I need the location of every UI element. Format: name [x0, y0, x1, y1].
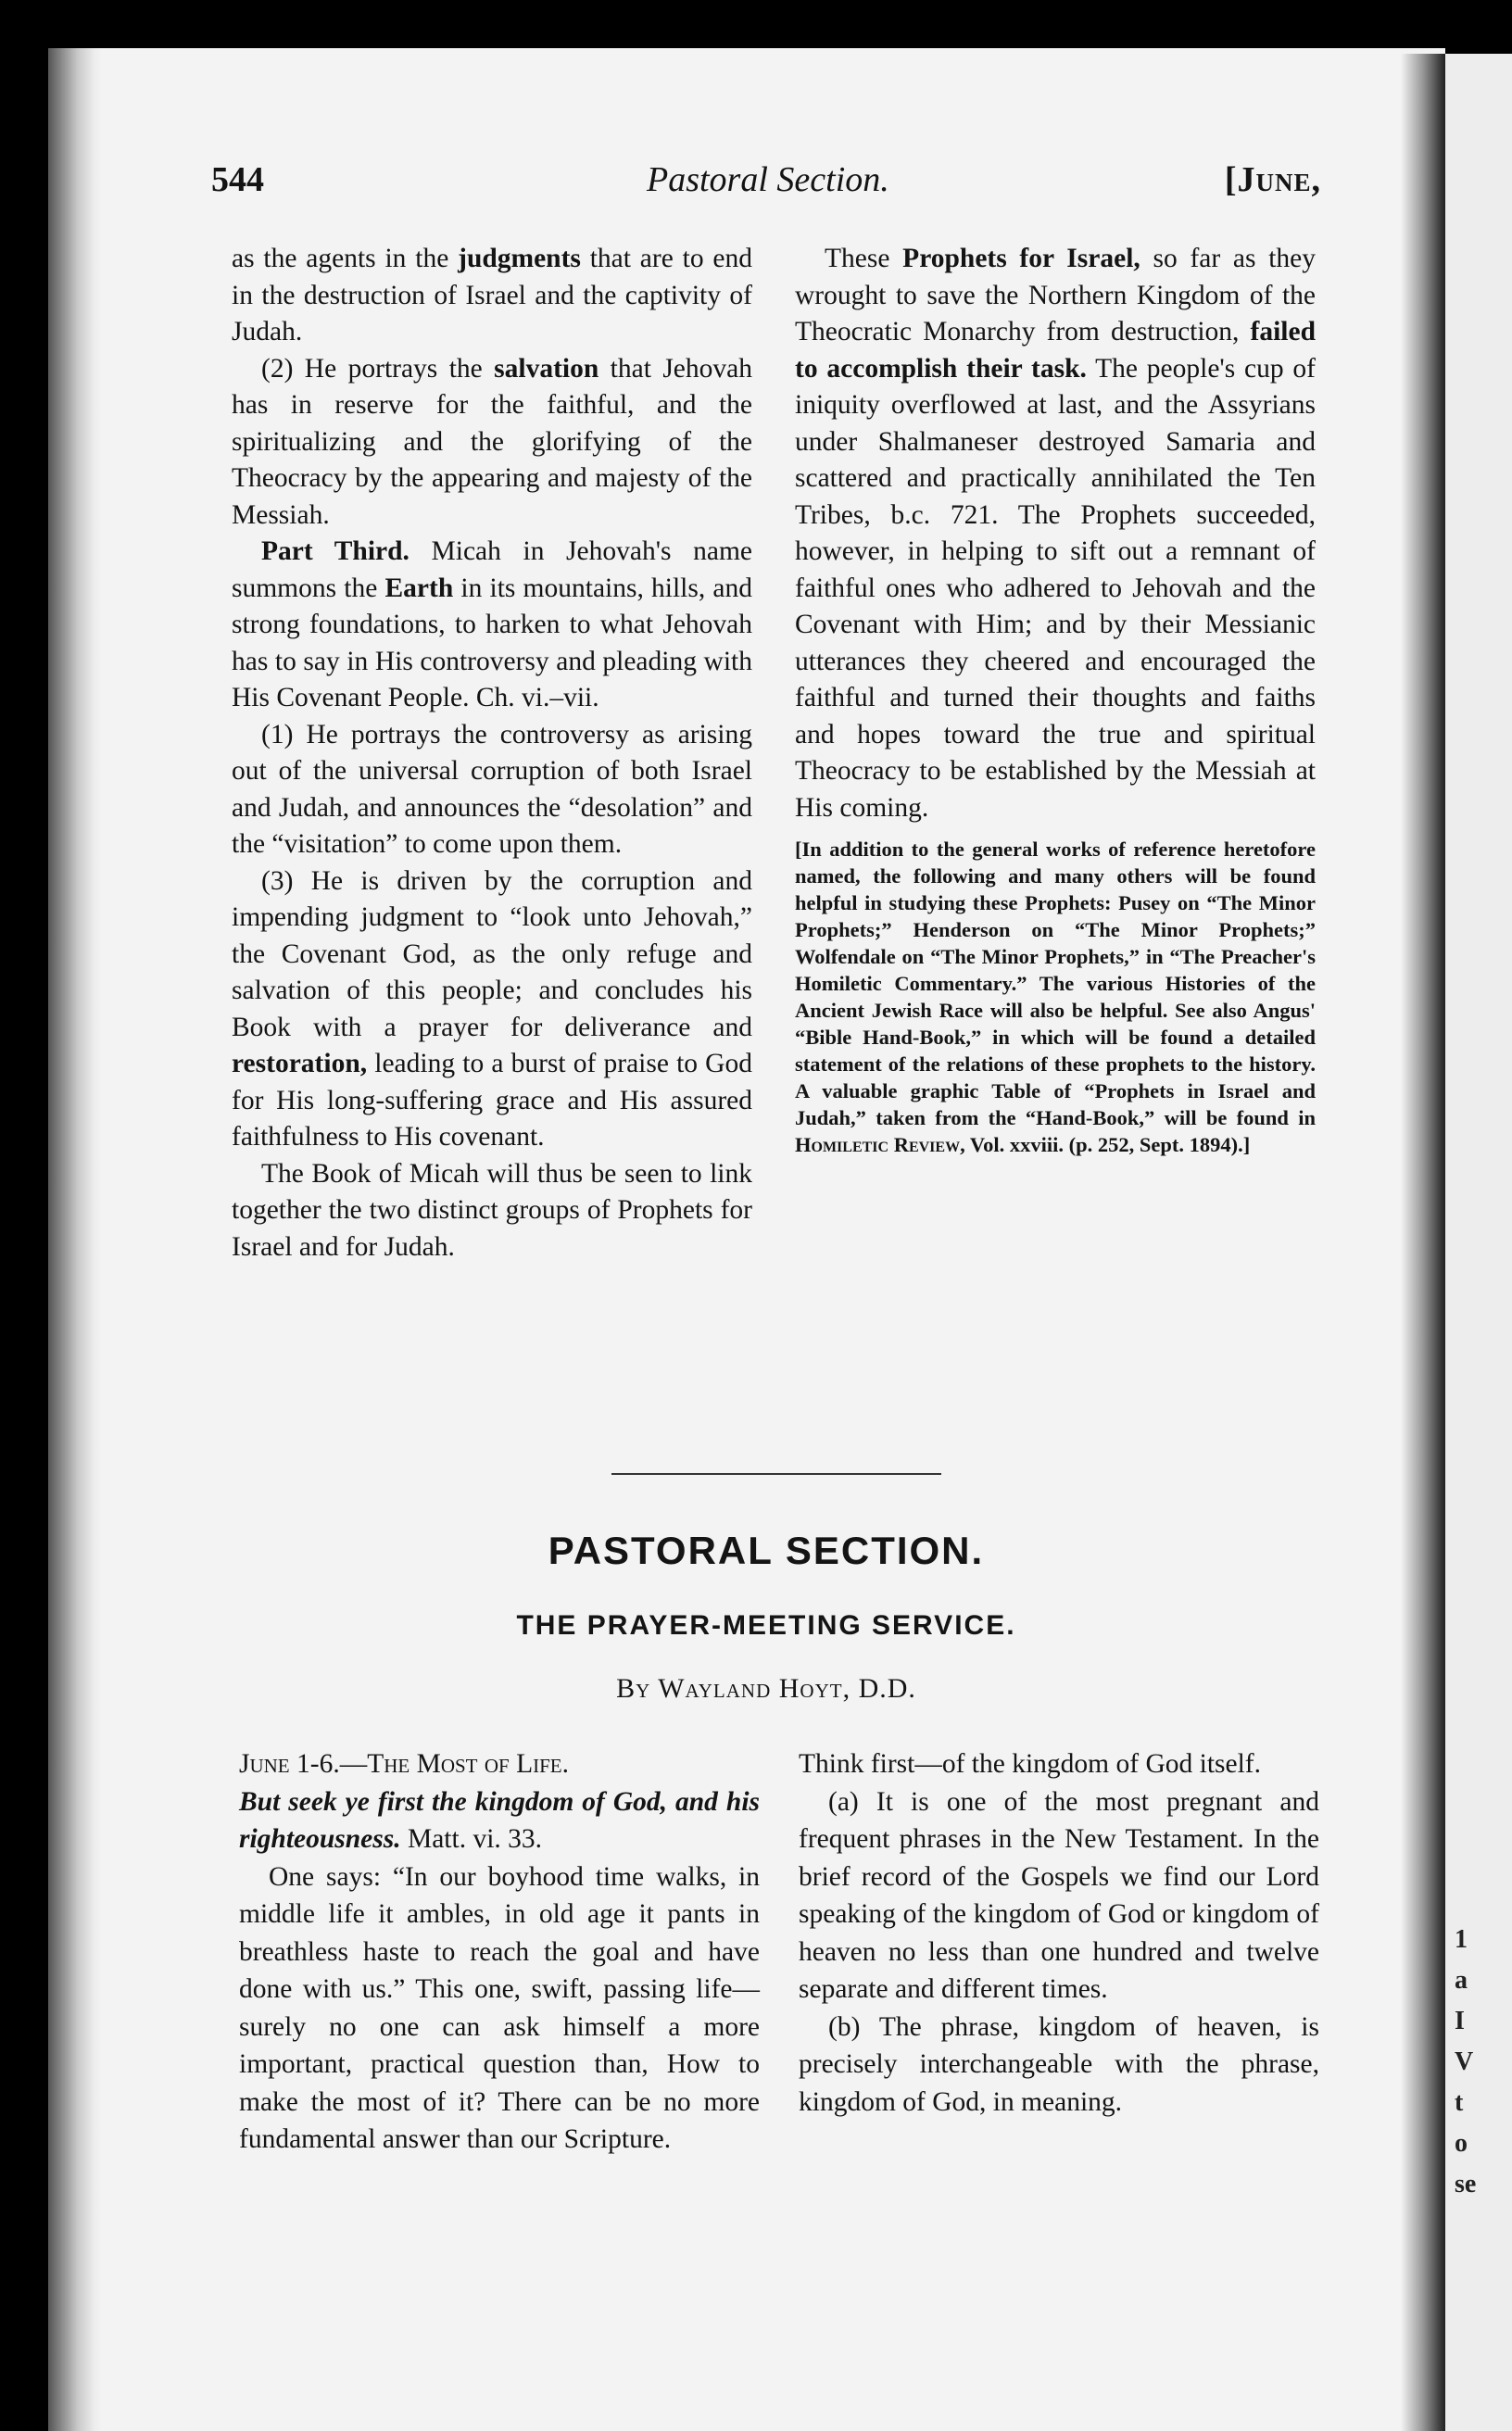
paragraph	[232, 863, 752, 1156]
bold-text: restoration,	[232, 1049, 368, 1078]
scripture-text	[239, 1783, 760, 1858]
text: as the agents in the	[232, 244, 459, 273]
adjacent-page-char: o	[1455, 2129, 1468, 2158]
paragraph: (a) It is one of the most pregnant and frequent phrases in the New Testament. In the brief record of the Gospels we find our Lord speaking of the kingdom of God or kingdom of heaven no less than one hundred and twelve separate and different times.	[799, 1786, 1319, 2004]
scan-border-top	[0, 0, 1512, 54]
text: so far as they wrought to save the Northern Kingdom of the Theocratic Monarchy from destruction,	[795, 244, 1316, 346]
text: [In addition to the general works of reference heretofore named, the following and many others will be found helpful in studying these Prophets: Pusey on “The Minor Prophets;” Henderson on “The Minor Prophets;” Wolfendale on “The Minor Prophets,” in “The Preacher's Homiletic Commentary.” The various Histories of the Ancient Jewish Race will also be helpful. See also Angus' “Bible Hand-Book,” in which will be found a detailed statement of the relations of these prophets to the history. A valuable graphic Table of “Prophets in Israel and Judah,” taken from the “Hand-Book,” will be found in	[795, 838, 1316, 1129]
left-column-top	[232, 241, 752, 1266]
running-title: Pastoral Section.	[647, 160, 889, 199]
paragraph	[232, 351, 752, 535]
italic-text: But seek ye first the kingdom of God, and his righteousness.	[239, 1786, 760, 1854]
adjacent-page-char: t	[1455, 2088, 1464, 2117]
text: Micah in Jehovah's name summons the	[232, 536, 753, 603]
text: (2) He portrays the	[261, 353, 495, 384]
text: , Vol. xxviii. (p. 252, Sept. 1894).]	[960, 1133, 1251, 1156]
adjacent-page-edge	[1445, 54, 1512, 2431]
bibliography-note	[795, 836, 1316, 1158]
right-column-bottom	[799, 1745, 1319, 2121]
adjacent-page-char: a	[1455, 1966, 1468, 1995]
bold-text: judgments	[458, 244, 581, 273]
text: The people's cup of iniquity overflowed at last, and the Assyrians under Shalmaneser destroyed Samaria and scattered and practically annihilated the Ten Tribes, b.c. 721. The Prophets succeeded, however, in helping to sift out a remnant of faithful ones who adhered to Jehovah and the Covenant with Him; and by their Messianic utterances they cheered and encouraged the faithful and turned their thoughts and faiths and hopes toward the true and spiritual Theocracy to be established by the Messiah at His coming.	[795, 353, 1316, 823]
adjacent-page-char: se	[1455, 2170, 1477, 2198]
left-column-bottom	[239, 1745, 760, 2159]
bold-text: failed to accomplish their task.	[795, 317, 1316, 384]
section-divider	[611, 1473, 941, 1475]
paragraph: The Book of Micah will thus be seen to link together the two distinct groups of Prophets for Israel and for Judah.	[232, 1158, 752, 1262]
page-binding-edge	[48, 48, 102, 2431]
running-month: [June,	[1224, 160, 1321, 199]
bold-text: Earth	[384, 573, 454, 603]
text: These	[825, 244, 903, 273]
text: that are to end in the destruction of Israel and the captivity of Judah.	[232, 244, 752, 346]
section-subtitle: THE PRAYER-MEETING SERVICE.	[516, 1610, 1016, 1641]
bold-text: Part Third.	[261, 536, 410, 566]
text: Matt. vi. 33.	[400, 1824, 543, 1854]
text: that Jehovah has in reserve for the faithful, and the spiritualizing and the glorifying of the Theocracy by the appearing and majesty of the Messiah.	[232, 353, 752, 530]
paragraph: One says: “In our boyhood time walks, in middle life it ambles, in old age it pants in breathless haste to reach the goal and have done with us.” This one, swift, passing life—surely no one can ask himself a more important, practical question than, How to make the most of it? There can be no more fundamental answer than our Scripture.	[239, 1861, 760, 2154]
paragraph: Think first—of the kingdom of God itself.	[799, 1749, 1261, 1779]
bold-text: salvation	[494, 353, 599, 384]
running-header	[211, 159, 1321, 211]
text: in its mountains, hills, and strong foundations, to harken to what Jehovah has to say in His controversy and pleading with His Covenant People. Ch. vi.–vii.	[232, 573, 752, 712]
adjacent-page-char: I	[1455, 2007, 1465, 2035]
bold-text: Prophets for Israel,	[902, 244, 1140, 273]
text: (3) He is driven by the corruption and impending judgment to “look unto Jehovah,” the Covenant God, as the only refuge and salvation of this people; and concludes his Book with a prayer for deliverance and	[232, 865, 752, 1042]
paragraph	[232, 534, 752, 717]
paragraph: (b) The phrase, kingdom of heaven, is precisely interchangeable with the phrase, kingdom of God, in meaning.	[799, 2011, 1319, 2117]
adjacent-page-char: V	[1455, 2047, 1474, 2076]
small-caps-text: Homiletic Review	[795, 1133, 961, 1156]
paragraph	[232, 241, 752, 351]
adjacent-page-char: 1	[1455, 1925, 1468, 1954]
paragraph	[795, 241, 1316, 826]
text: leading to a burst of praise to God for His long-suffering grace and His assured faithfulness to His covenant.	[232, 1049, 752, 1152]
paragraph: (1) He portrays the controversy as arising out of the universal corruption of both Israel and Judah, and announces the “desolation” and the “visitation” to come upon them.	[232, 719, 752, 859]
right-column-top	[795, 241, 1316, 1158]
section-title: PASTORAL SECTION.	[548, 1529, 985, 1572]
page-number: 544	[211, 160, 264, 199]
entry-heading: June 1-6.—The Most of Life.	[239, 1749, 569, 1779]
author-byline: By Wayland Hoyt, D.D.	[616, 1673, 916, 1704]
